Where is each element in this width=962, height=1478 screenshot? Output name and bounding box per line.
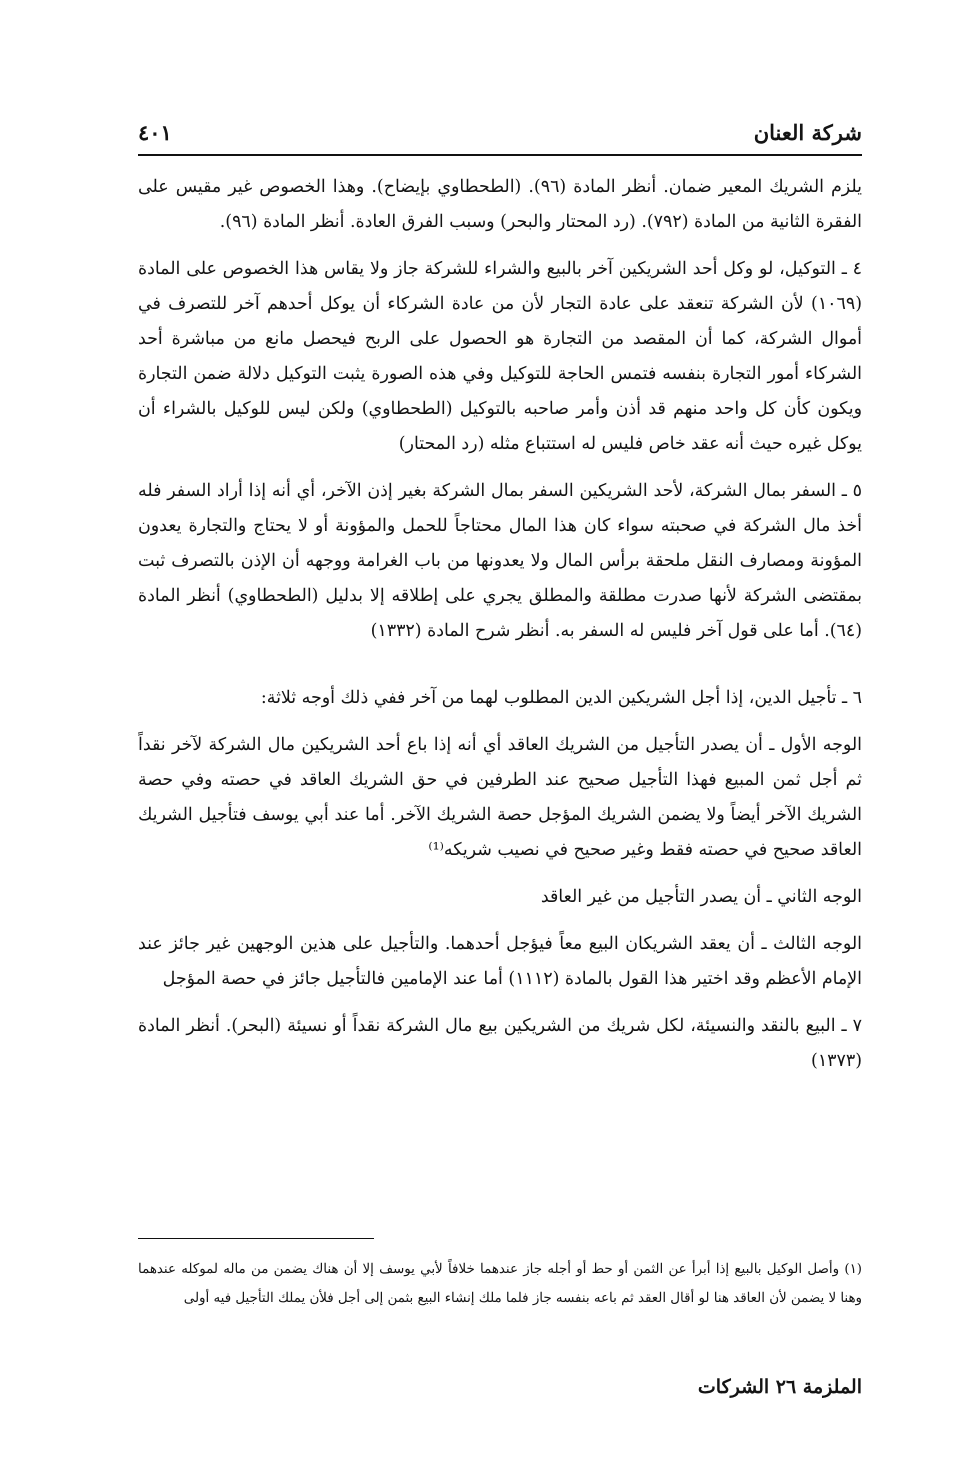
- footnote-separator: [138, 1238, 374, 1239]
- paragraph-item-6-deferral: ٦ ـ تأجيل الدين، إذا أجل الشريكين الدين المطلوب لهما من آخر ففي ذلك أوجه ثلاثة:: [260, 688, 862, 708]
- paragraph-gap: [138, 661, 862, 681]
- page-number: ٤٠١: [138, 120, 172, 145]
- footnote: (١) وأصل الوكيل بالبيع إذا أبرأ عن الثمن أو حط أو أجله جاز عندهما خلافاً لأبي يوسف إلا أن هناك يضمن من ماله لموكله عندهما وهنا لا يضمن لأن العاقد هنا لو أقال العقد ثم باعه بنفسه جاز فلما ملك إنشاء البيع بثمن إلى أجل فلأن يملك التأجيل فيه أولى: [138, 1262, 862, 1306]
- paragraph-item-5-travel: ٥ ـ السفر بمال الشركة، لأحد الشريكين السفر بمال الشركة بغير إذن الآخر، أي أنه إذا أراد السفر فله أخذ مال الشركة في صحبته سواء كان هذا المال محتاجاً للحمل والمؤونة أو لا يحتاج والتجارة يعدون المؤونة ومصارف النقل ملحقة برأس المال ولا يعدونها من باب الغرامة ووجهه أن الإذن بالتصرف ثبت بمقتضى الشركة لأنها صدرت مطلقة والمطلق يجري على إطلاقه إلا بدليل (الطحطاوي) أنظر المادة (٦٤). أما على قول آخر فليس له السفر به. أنظر شرح المادة (١٣٣٢): [138, 481, 862, 641]
- running-header: [138, 120, 862, 156]
- paragraph-item-4-delegation: ٤ ـ التوكيل، لو وكل أحد الشريكين آخر بالبيع والشراء للشركة جاز ولا يقاس هذا الخصوص على المادة (١٠٦٩) لأن الشركة تنعقد على عادة التجار لأن من عادة الشركاء أن يوكل أحدهم آخر للتصرف في أموال الشركة، كما أن المقصد من التجارة هو الحصول على الربح فيحصل مانع من مباشرة أحد الشركاء أمور التجارة بنفسه فتمس الحاجة للتوكيل وفي هذه الصورة يثبت التوكيل دلالة ضمن التجارة ويكون كأن كل واحد منهم قد أذن وأمر صاحبه بالتوكيل (الطحطاوي) ولكن ليس للوكيل بالشراء أن يوكل غيره حيث أنه عقد خاص فليس له استتباع مثله (رد المحتار): [138, 259, 862, 454]
- chapter-title: شركة العنان: [753, 120, 862, 145]
- paragraph-first-aspect: الوجه الأول ـ أن يصدر التأجيل من الشريك العاقد أي أنه إذا باع أحد الشريكين مال الشركة لآخر نقداً ثم أجل ثمن المبيع فهذا التأجيل صحيح عند الطرفين في حق الشريك العاقد في حصته وفي حصة الشريك الآخر أيضاً ولا يضمن الشريك المؤجل حصة الشريك الآخر. أما عند أبي يوسف فتأجيل الشريك العاقد صحيح في حصته فقط وغير صحيح في نصيب شريكه⁽¹⁾: [138, 735, 862, 860]
- signature-mark: الملزمة ٢٦ الشركات: [697, 1376, 862, 1398]
- paragraph-item-7-sale: ٧ ـ البيع بالنقد والنسيئة، لكل شريك من الشريكين بيع مال الشركة نقداً أو نسيئة (البحر). أنظر المادة (١٣٧٣): [138, 1016, 862, 1071]
- body-text: [138, 170, 862, 1079]
- paragraph-second-aspect: الوجه الثاني ـ أن يصدر التأجيل من غير العاقد: [540, 887, 862, 907]
- paragraph-continuation: يلزم الشريك المعير ضمان. أنظر المادة (٩٦). (الطحطاوي بإيضاح). وهذا الخصوص غير مقيس على الفقرة الثانية من المادة (٧٩٢). (رد المحتار والبحر) وسبب الفرق العادة. أنظر المادة (٩٦).: [138, 177, 863, 232]
- document-page: [138, 120, 863, 1398]
- paragraph-third-aspect: الوجه الثالث ـ أن يعقد الشريكان البيع معاً فيؤجل أحدهما. والتأجيل على هذين الوجهين غير جائز عند الإمام الأعظم وقد اختير هذا القول بالمادة (١١١٢) أما عند الإمامين فالتأجيل جائز في حصة المؤجل: [138, 934, 862, 989]
